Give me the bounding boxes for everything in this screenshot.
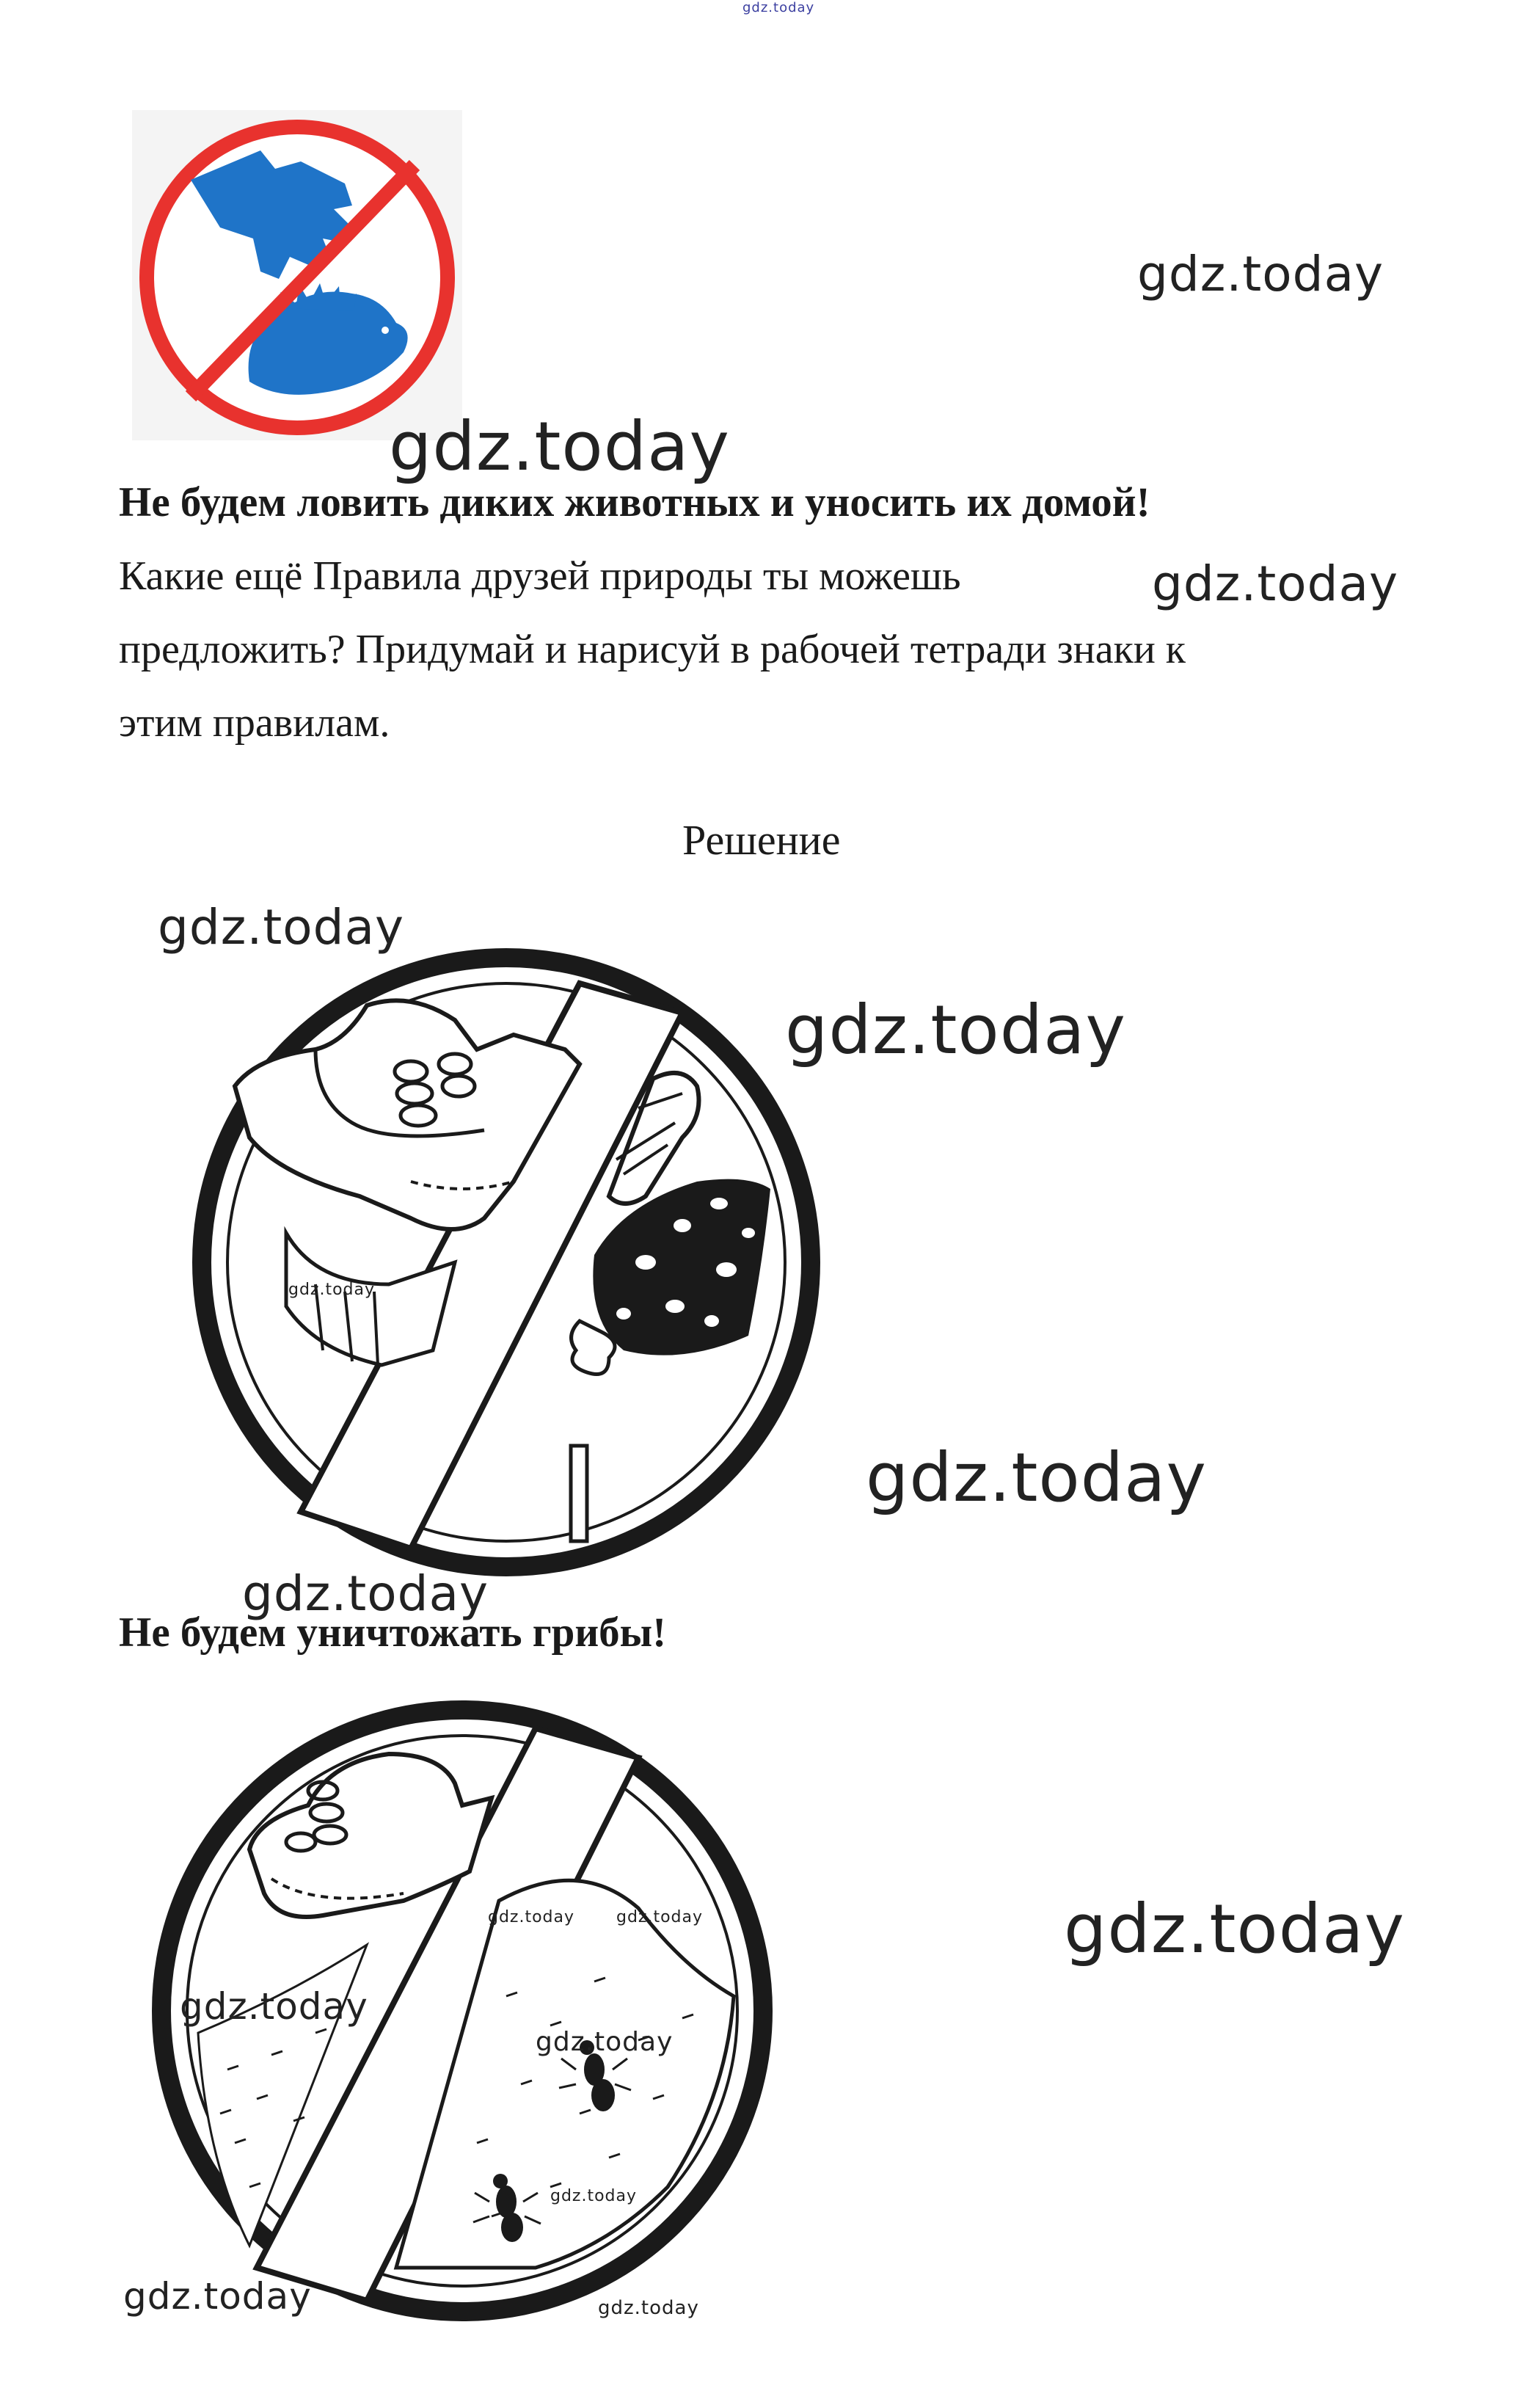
watermark: gdz.today [123, 2275, 312, 2318]
rule-2-caption: Не будем уничтожать грибы! [119, 1609, 667, 1656]
watermark: gdz.today [288, 1281, 376, 1299]
watermark: gdz.today [488, 1908, 575, 1926]
watermark: gdz.today [616, 1908, 704, 1926]
watermark: gdz.today [180, 1985, 368, 2028]
question-line-3: этим правилам. [119, 700, 390, 746]
solution-heading: Решение [682, 816, 841, 864]
question-line-2: предложить? Придумай и нарисуй в рабочей тетради знаки к [119, 627, 1186, 672]
watermark: gdz.today [158, 899, 405, 956]
no-catching-hedgehog-sign-icon [132, 110, 462, 440]
watermark-top: gdz.today [742, 0, 815, 15]
watermark: gdz.today [536, 2027, 674, 2057]
watermark: gdz.today [1137, 246, 1384, 302]
question-line-1: Какие ещё Правила друзей природы ты можешь [119, 553, 961, 599]
rule-1-caption: Не будем ловить диких животных и уносить их домой! [119, 479, 1150, 525]
no-trampling-mushrooms-sign-icon [169, 939, 844, 1585]
watermark: gdz.today [785, 991, 1126, 1069]
watermark: gdz.today [389, 407, 730, 486]
watermark: gdz.today [598, 2297, 699, 2319]
watermark: gdz.today [1152, 556, 1399, 612]
watermark: gdz.today [1064, 1890, 1405, 1968]
watermark: gdz.today [866, 1438, 1207, 1517]
watermark: gdz.today [242, 1565, 489, 1622]
watermark: gdz.today [550, 2187, 638, 2205]
